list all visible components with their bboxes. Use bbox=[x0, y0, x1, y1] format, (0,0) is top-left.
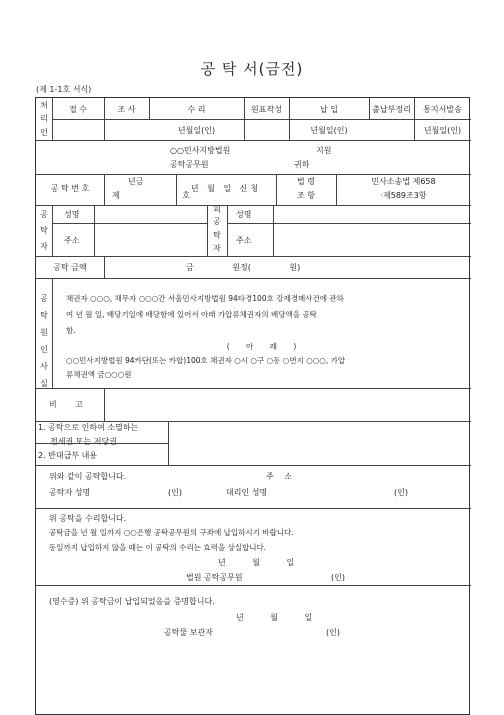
header-original-form: 원표작성 bbox=[251, 105, 282, 114]
payment-date: 년월일(인) bbox=[310, 126, 348, 135]
acceptance-officer: 법원 공탁공무원 bbox=[186, 573, 243, 582]
extinguish-line-2: 전세권 또는 저당권 bbox=[50, 437, 117, 446]
court-officer: 공탁공무원 bbox=[170, 160, 209, 169]
cause-line-1: 채권자 ○○○, 채무자 ○○○간 서울민사지방법원 94타경100호 강제경매사건에 관하 bbox=[66, 294, 344, 303]
agent-name: 대리인 성명 bbox=[226, 488, 268, 497]
depositor-name-label: 성명 bbox=[64, 210, 80, 219]
cause-line-2: 여 년 월 일, 배당기일에 배당함에 있어서 아래 가압류채권자의 배당액을 공탁 bbox=[66, 310, 317, 319]
notice-date: 년월일(인) bbox=[423, 126, 462, 135]
amount-value: 금 원정( 원) bbox=[186, 263, 301, 272]
depositee-side-4: 자 bbox=[213, 244, 221, 253]
depositee-name-label: 성명 bbox=[236, 210, 252, 219]
law-label-2: 조 항 bbox=[297, 191, 315, 200]
header-receipt: 접 수 bbox=[69, 105, 87, 114]
header-acceptance: 수 리 bbox=[187, 105, 206, 114]
receipt-date: 년 월 일 bbox=[236, 613, 313, 622]
acceptance-line-3: 동일까지 납입하지 않을 때는 이 공탁의 수리는 효력을 상실합니다. bbox=[49, 543, 267, 552]
header-ledger: 출납부정리 bbox=[372, 105, 411, 114]
cause-line-4: ○○민사지방법원 94카단(또는 카합)100호 채권자 ○시 ○구 ○동 ○번지 ○○○, 가압 bbox=[66, 356, 346, 365]
depositor-seal: (인) bbox=[168, 488, 182, 497]
depositor-side-1: 공 bbox=[40, 210, 48, 219]
depositor-side-3: 자 bbox=[40, 242, 48, 251]
cause-below: ( 아 래 ) bbox=[226, 342, 297, 351]
extinguish-line-3: 2. 반대급부 내용 bbox=[38, 451, 98, 460]
depositee-side-2: 공 bbox=[213, 217, 221, 226]
receipt-seal: (인) bbox=[326, 628, 340, 637]
receipt-line: (영수증) 위 공탁금이 납입되었음을 증명합니다. bbox=[49, 597, 215, 606]
cause-side-2: 탁 bbox=[40, 311, 48, 320]
court-name: ○○민사지방법원 bbox=[170, 146, 231, 155]
declaration-address: 주 소 bbox=[266, 472, 292, 481]
cause-side-3: 원 bbox=[40, 328, 48, 337]
acceptance-date: 년 월 일 bbox=[218, 558, 295, 567]
law-value-2: ·제589조3항 bbox=[380, 191, 427, 200]
court-honorific: 귀하 bbox=[294, 160, 310, 169]
apply-date: 년 월 일 신청 bbox=[190, 184, 262, 193]
page-title: 공 탁 서(금전) bbox=[200, 60, 304, 78]
header-payment: 납 입 bbox=[320, 105, 338, 114]
depositor-side-2: 탁 bbox=[40, 226, 48, 235]
receipt-keeper: 공탁물 보관자 bbox=[164, 628, 213, 637]
header-investigation: 조 사 bbox=[117, 105, 136, 114]
extinguish-line-1: 1. 공탁으로 인하여 소멸하는 bbox=[38, 423, 139, 432]
deposit-no-label: 공 탁 번 호 bbox=[50, 184, 90, 193]
cause-side-1: 공 bbox=[40, 294, 48, 303]
cause-side-5: 사 bbox=[40, 362, 48, 371]
processing-side-2: 리 bbox=[40, 114, 48, 123]
deposit-form bbox=[35, 97, 470, 715]
law-label-1: 법 령 bbox=[297, 177, 315, 186]
depositee-side-3: 탁 bbox=[213, 231, 221, 240]
depositee-addr-label: 주소 bbox=[236, 236, 252, 245]
court-branch: 지원 bbox=[316, 146, 332, 155]
agent-seal: (인) bbox=[394, 488, 408, 497]
amount-label: 공탁 금액 bbox=[53, 263, 87, 272]
cause-line-5: 류채권액 금○○○원 bbox=[66, 370, 132, 379]
law-value-1: 민사소송법 제658 bbox=[371, 177, 436, 186]
depositor-name: 공탁자 성명 bbox=[49, 488, 91, 497]
deposit-number: 제 호 bbox=[112, 191, 220, 200]
declaration-line: 위와 같이 공탁합니다. bbox=[49, 472, 127, 481]
remarks-label: 비 고 bbox=[49, 400, 91, 409]
processing-side-1: 처 bbox=[40, 101, 48, 110]
cause-line-3: 함. bbox=[66, 326, 76, 335]
acceptance-line-2: 공탁금을 년 월 일까지 ○○은행 공탁공무원의 구좌에 납입하시기 바랍니다. bbox=[49, 528, 294, 537]
cause-side-4: 인 bbox=[40, 345, 48, 354]
deposit-year: 년금 bbox=[128, 177, 144, 186]
header-notice: 통지서발송 bbox=[423, 105, 462, 114]
acceptance-line-1: 위 공탁을 수리합니다. bbox=[49, 514, 127, 523]
processing-side-3: 인 bbox=[40, 128, 48, 137]
acceptance-date: 년월일(인) bbox=[177, 126, 216, 135]
depositee-side-1: 피 bbox=[213, 205, 221, 214]
form-number: (제 1-1호 서식) bbox=[36, 85, 92, 94]
cause-side-6: 실 bbox=[40, 379, 48, 388]
depositor-addr-label: 주소 bbox=[64, 236, 80, 245]
acceptance-seal: (인) bbox=[331, 573, 345, 582]
